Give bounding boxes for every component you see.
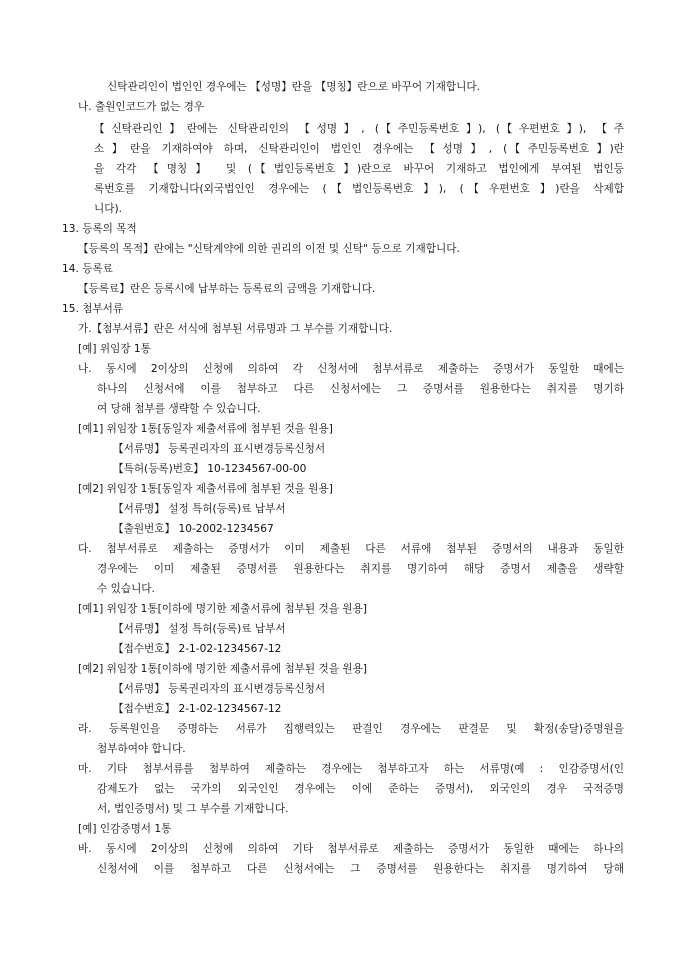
example-detail: 【출원번호】 10-2002-1234567 (113, 523, 274, 535)
example-line: [예1] 위임장 1통[이하에 명기한 제출서류에 첨부된 것을 원용] (78, 603, 367, 615)
text-line: 바. 동시에 2이상의 신청에 의하여 기타 첨부서류로 제출하는 증명서가 동일한 때에는 하나의 (78, 843, 624, 855)
section-heading: 14. 등록료 (62, 263, 113, 275)
example-detail: 【접수번호】 2-1-02-1234567-12 (113, 703, 282, 715)
section-heading: 15. 첨부서류 (62, 303, 124, 315)
example-line: [예1] 위임장 1통[동일자 제출서류에 첨부된 것을 원용] (78, 423, 333, 435)
text-line: 【등록의 목적】란에는 "신탁계약에 의한 권리의 이전 및 신탁" 등으로 기재합니다. (78, 243, 460, 255)
example-line: [예2] 위임장 1통[이하에 명기한 제출서류에 첨부된 것을 원용] (78, 663, 367, 675)
text-line: 서, 법인증명서) 및 그 부수를 기재합니다. (97, 803, 289, 815)
text-line: 수 있습니다. (97, 583, 155, 595)
example-line: [예] 위임장 1통 (78, 343, 151, 355)
text-line: 나. 동시에 2이상의 신청에 의하여 각 신청서에 첨부서류로 제출하는 증명서가 동일한 때에는 (78, 363, 624, 375)
text-line: 【등록료】란은 등록시에 납부하는 등록료의 금액을 기재합니다. (78, 283, 376, 295)
example-detail: 【서류명】 설정 특허(등록)료 납부서 (113, 503, 286, 515)
text-line: 니다). (94, 203, 122, 215)
text-line: 마. 기타 첨부서류를 첨부하여 제출하는 경우에는 첨부하고자 하는 서류명(예 : 인감증명서(인 (78, 763, 624, 775)
section-heading: 13. 등록의 목적 (62, 223, 137, 235)
text-line: 록번호를 기재합니다(외국법인인 경우에는 (【법인등록번호】), (【우편번호】)란을 삭제합 (94, 183, 624, 195)
text-line: 소】란을 기재하여야 하며, 신탁관리인이 법인인 경우에는 【성명】, (【주민등록번호】)란 (94, 143, 624, 155)
text-line: 경우에는 이미 제출된 증명서를 원용한다는 취지를 명기하여 해당 증명서 제출을 생략할 (97, 563, 624, 575)
text-line: 신탁관리인이 법인인 경우에는 【성명】란을 【명칭】란으로 바꾸어 기재합니다. (107, 81, 480, 93)
text-line: 신청서에 이를 첨부하고 다른 신청서에는 그 증명서를 원용한다는 취지를 명기하여 당해 (97, 863, 624, 875)
example-detail: 【서류명】 등록권리자의 표시변경등록신청서 (113, 443, 326, 455)
text-line: 을 각각 【명칭】 및 (【법인등록번호】)란으로 바꾸어 기재하고 법인에게 부여된 법인등 (94, 163, 624, 175)
text-line: 【신탁관리인】란에는 신탁관리인의 【성명】, (【주민등록번호】), (【우편번호】), 【주 (94, 123, 624, 135)
example-detail: 【특허(등록)번호】 10-1234567-00-00 (113, 463, 307, 475)
example-detail: 【서류명】 등록권리자의 표시변경등록신청서 (113, 683, 326, 695)
text-line: 하나의 신청서에 이를 첨부하고 다른 신청서에는 그 증명서를 원용한다는 취지를 명기하 (97, 383, 624, 395)
example-detail: 【서류명】 설정 특허(등록)료 납부서 (113, 623, 286, 635)
text-line: 첨부하여야 합니다. (97, 743, 186, 755)
text-line: 여 당해 첨부를 생략할 수 있습니다. (97, 403, 261, 415)
text-line: 나. 출원인코드가 없는 경우 (78, 101, 205, 113)
text-line: 다. 첨부서류로 제출하는 증명서가 이미 제출된 다른 서류에 첨부된 증명서의 내용과 동일한 (78, 543, 624, 555)
example-line: [예] 인감증명서 1통 (78, 823, 172, 835)
example-line: [예2] 위임장 1통[동일자 제출서류에 첨부된 것을 원용] (78, 483, 333, 495)
text-line: 라. 등록원인을 증명하는 서류가 집행력있는 판결인 경우에는 판결문 및 확정(송달)증명원을 (78, 723, 624, 735)
text-line: 감제도가 없는 국가의 외국인인 경우에는 이에 준하는 증명서), 외국인의 경우 국적증명 (97, 783, 624, 795)
example-detail: 【접수번호】 2-1-02-1234567-12 (113, 643, 282, 655)
text-line: 가.【첨부서류】란은 서식에 첨부된 서류명과 그 부수를 기재합니다. (78, 323, 393, 335)
